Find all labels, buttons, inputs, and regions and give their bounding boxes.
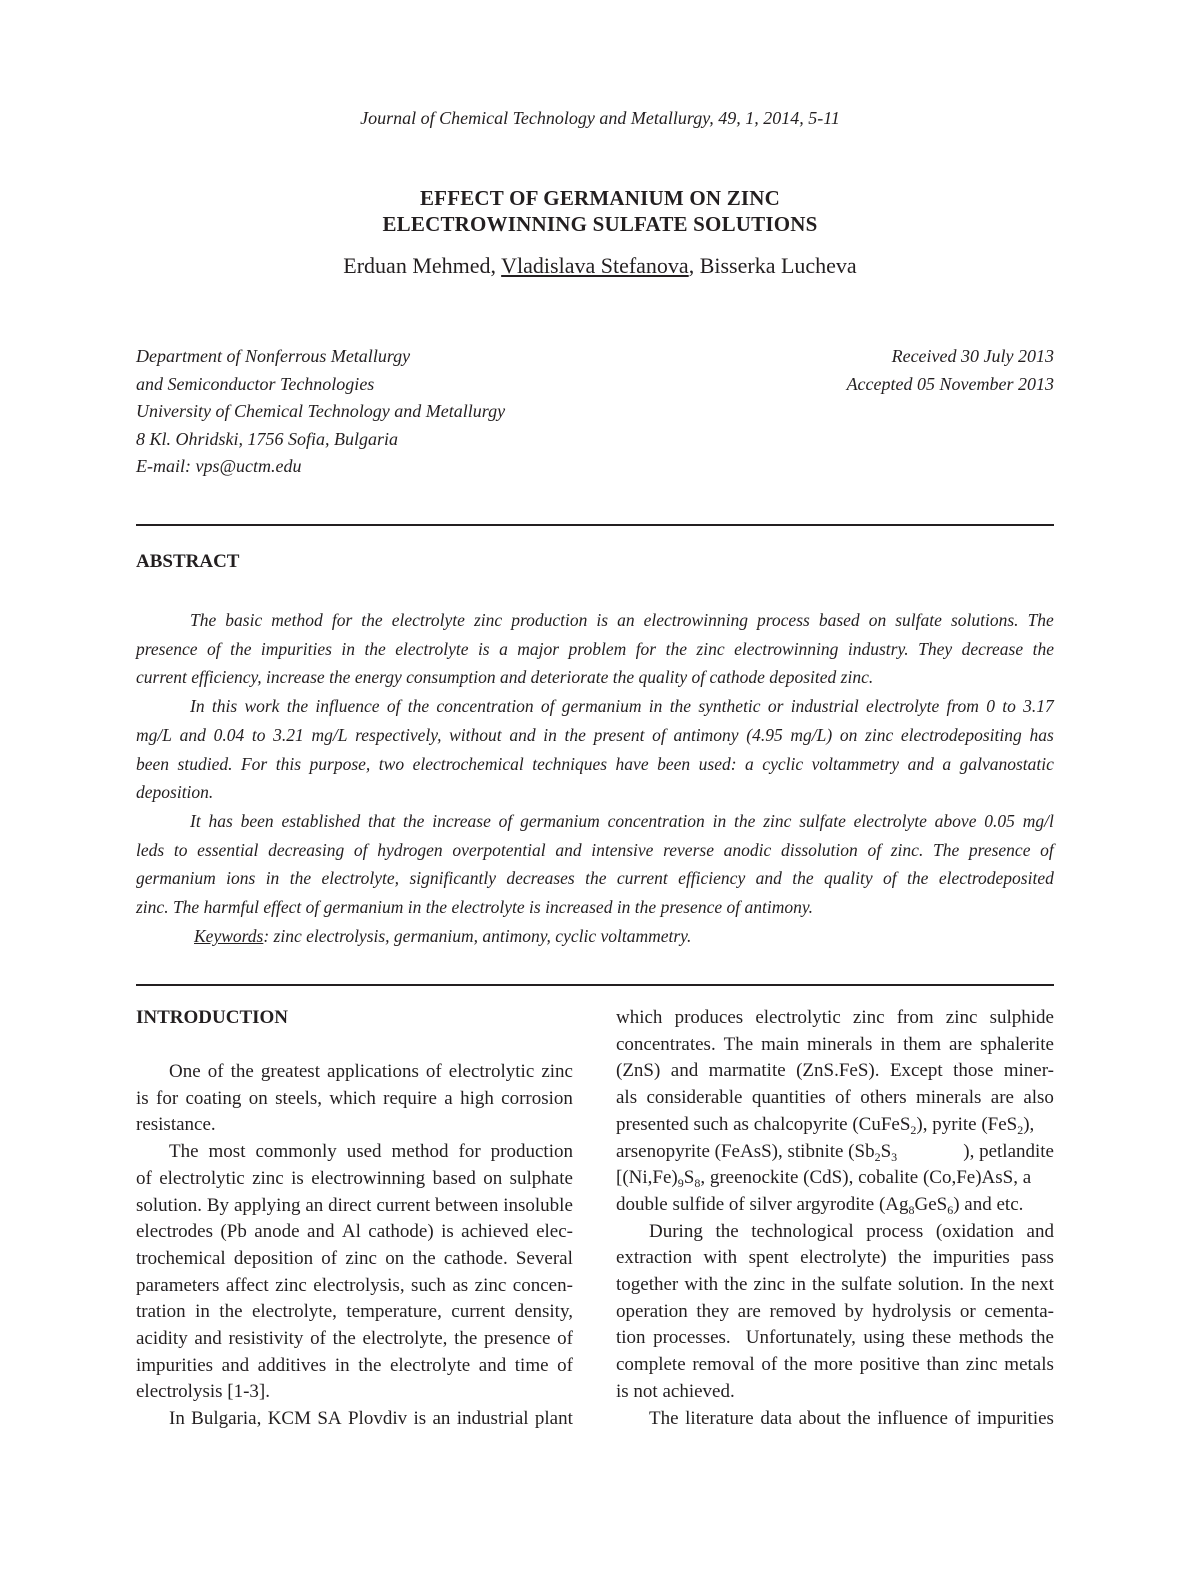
corresponding-author: Vladislava Stefanova [501, 253, 689, 278]
text-fragment: [(Ni,Fe) [616, 1167, 678, 1189]
affiliation-line: 8 Kl. Ohridski, 1756 Sofia, Bulgaria [136, 428, 399, 449]
bottom-divider [136, 984, 1054, 986]
text-fragment: S [880, 1140, 892, 1162]
text-fragment: arsenopyrite (FeAsS), stibnite (Sb [616, 1140, 875, 1162]
keywords-line [136, 922, 1054, 951]
body-line: als considerable quantities of others minerals are also [616, 1087, 1054, 1109]
submission-dates [700, 343, 1054, 398]
subscript: 2 [1017, 1122, 1024, 1137]
text-fragment: ), pyrite (FeS [916, 1113, 1018, 1135]
author-list [0, 253, 1200, 279]
body-line: operation they are removed by hydrolysis or cementa- [616, 1300, 1054, 1322]
subscript: 8 [694, 1176, 701, 1191]
abstract-line: leds to essential decreasing of hydrogen overpotential and intensive reverse anodic dissolution of zinc. The presence of [136, 839, 1054, 860]
text-fragment: presented such as chalcopyrite (CuFeS [616, 1113, 911, 1135]
text-fragment: , greenockite (CdS), cobalite (Co,Fe)AsS, a [700, 1167, 1032, 1189]
body-line: tion processes. Unfortunately, using these methods the [616, 1327, 1054, 1349]
paper-title [0, 185, 1200, 237]
text-fragment: ), [1023, 1113, 1035, 1135]
body-line: impurities and additives in the electrolyte and time of [136, 1354, 573, 1376]
introduction-heading: INTRODUCTION [136, 1007, 289, 1028]
abstract-line: been studied. For this purpose, two electrochemical techniques have been used: a cyclic voltammetry and a galvanostatic [136, 753, 1054, 774]
body-line-formula [616, 1112, 1054, 1139]
author-3: , Bisserka Lucheva [688, 253, 857, 278]
body-line: complete removal of the more positive than zinc metals [616, 1354, 1054, 1376]
subscript: 8 [908, 1202, 915, 1217]
body-line: extraction with spent electrolyte) the impurities pass [616, 1247, 1054, 1269]
keywords-label: Keywords [194, 925, 264, 946]
introduction-right-column [616, 1005, 1054, 1432]
abstract-body [136, 606, 1054, 950]
subscript: 6 [947, 1202, 954, 1217]
author-1: Erduan Mehmed, [343, 253, 502, 278]
abstract-line: presence of the impurities in the electrolyte is a major problem for the zinc electrowinning industry. They decrease the [136, 638, 1054, 659]
abstract-line: germanium ions in the electrolyte, significantly decreases the current efficiency and the quality of the electrodeposited [136, 868, 1054, 889]
body-line-formula [616, 1192, 1054, 1219]
body-line: of electrolytic zinc is electrowinning based on sulphate [136, 1167, 573, 1189]
body-line: together with the zinc in the sulfate solution. In the next [616, 1274, 1054, 1296]
body-line: electrodes (Pb anode and Al cathode) is achieved elec- [136, 1221, 573, 1243]
body-line: acidity and resistivity of the electrolyte, the presence of [136, 1328, 573, 1350]
accepted-date: Accepted 05 November 2013 [846, 373, 1054, 394]
body-line: The most commonly used method for production [169, 1141, 573, 1163]
subscript: 3 [891, 1149, 898, 1164]
body-line-formula [616, 1165, 1054, 1192]
affiliation-block [136, 343, 696, 481]
body-line: tration in the electrolyte, temperature, current density, [136, 1301, 573, 1323]
affiliation-line: and Semiconductor Technologies [136, 373, 375, 394]
affiliation-email: E-mail: vps@uctm.edu [136, 456, 302, 476]
body-line: concentrates. The main minerals in them are sphalerite [616, 1033, 1054, 1055]
body-line-formula [616, 1139, 1054, 1166]
body-line: trochemical deposition of zinc on the cathode. Several [136, 1247, 573, 1269]
text-fragment: double sulfide of silver argyrodite (Ag [616, 1193, 909, 1215]
journal-citation: Journal of Chemical Technology and Metallurgy, 49, 1, 2014, 5-11 [360, 108, 840, 128]
subscript: 9 [677, 1176, 684, 1191]
abstract-line: mg/L and 0.04 to 3.21 mg/L respectively, without and in the present of antimony (4.95 mg/L) on zinc electrodepositing has [136, 724, 1054, 745]
body-line: (ZnS) and marmatite (ZnS.FeS). Except those miner- [616, 1060, 1054, 1082]
body-line: electrolysis [1-3]. [136, 1381, 271, 1403]
text-fragment: ), petlandite [963, 1140, 1054, 1162]
subscript: 2 [910, 1122, 917, 1137]
body-line: is not achieved. [616, 1380, 735, 1402]
text-fragment: ) and etc. [953, 1193, 1024, 1215]
body-line: is for coating on steels, which require a high corrosion [136, 1087, 573, 1109]
body-line: solution. By applying an direct current between insoluble [136, 1194, 573, 1216]
abstract-line: It has been established that the increase of germanium concentration in the zinc sulfate electrolyte above 0.05 mg/l [190, 810, 1054, 831]
affiliation-line: University of Chemical Technology and Metallurgy [136, 401, 506, 421]
abstract-line: current efficiency, increase the energy consumption and deteriorate the quality of cathode deposited zinc. [136, 667, 874, 688]
body-line: which produces electrolytic zinc from zinc sulphide [616, 1007, 1054, 1028]
abstract-heading: ABSTRACT [136, 551, 240, 572]
abstract-line: deposition. [136, 782, 214, 803]
affiliation-line: Department of Nonferrous Metallurgy [136, 346, 411, 366]
introduction-left-column [136, 1059, 573, 1433]
body-line: The literature data about the influence of impurities [649, 1407, 1054, 1429]
abstract-line: zinc. The harmful effect of germanium in the electrolyte is increased in the presence of antimony. [136, 897, 814, 918]
keywords-text: : zinc electrolysis, germanium, antimony, cyclic voltammetry. [263, 925, 692, 946]
text-fragment: GeS [914, 1193, 948, 1215]
text-fragment: S [683, 1167, 695, 1189]
top-divider [136, 524, 1054, 526]
subscript: 2 [874, 1149, 881, 1164]
title-line-1: EFFECT OF GERMANIUM ON ZINC [419, 186, 781, 210]
title-line-2: ELECTROWINNING SULFATE SOLUTIONS [382, 212, 818, 236]
abstract-line: In this work the influence of the concentration of germanium in the synthetic or industrial electrolyte from 0 to 3.17 [190, 696, 1054, 717]
body-line: resistance. [136, 1114, 216, 1136]
body-line: parameters affect zinc electrolysis, such as zinc concen- [136, 1274, 573, 1296]
body-line: During the technological process (oxidation and [649, 1220, 1054, 1242]
body-line: In Bulgaria, KCM SA Plovdiv is an industrial plant [169, 1408, 573, 1430]
body-line: One of the greatest applications of electrolytic zinc [169, 1061, 573, 1082]
received-date: Received 30 July 2013 [891, 346, 1054, 366]
abstract-line: The basic method for the electrolyte zinc production is an electrowinning process based on sulfate solutions. The [190, 610, 1054, 630]
